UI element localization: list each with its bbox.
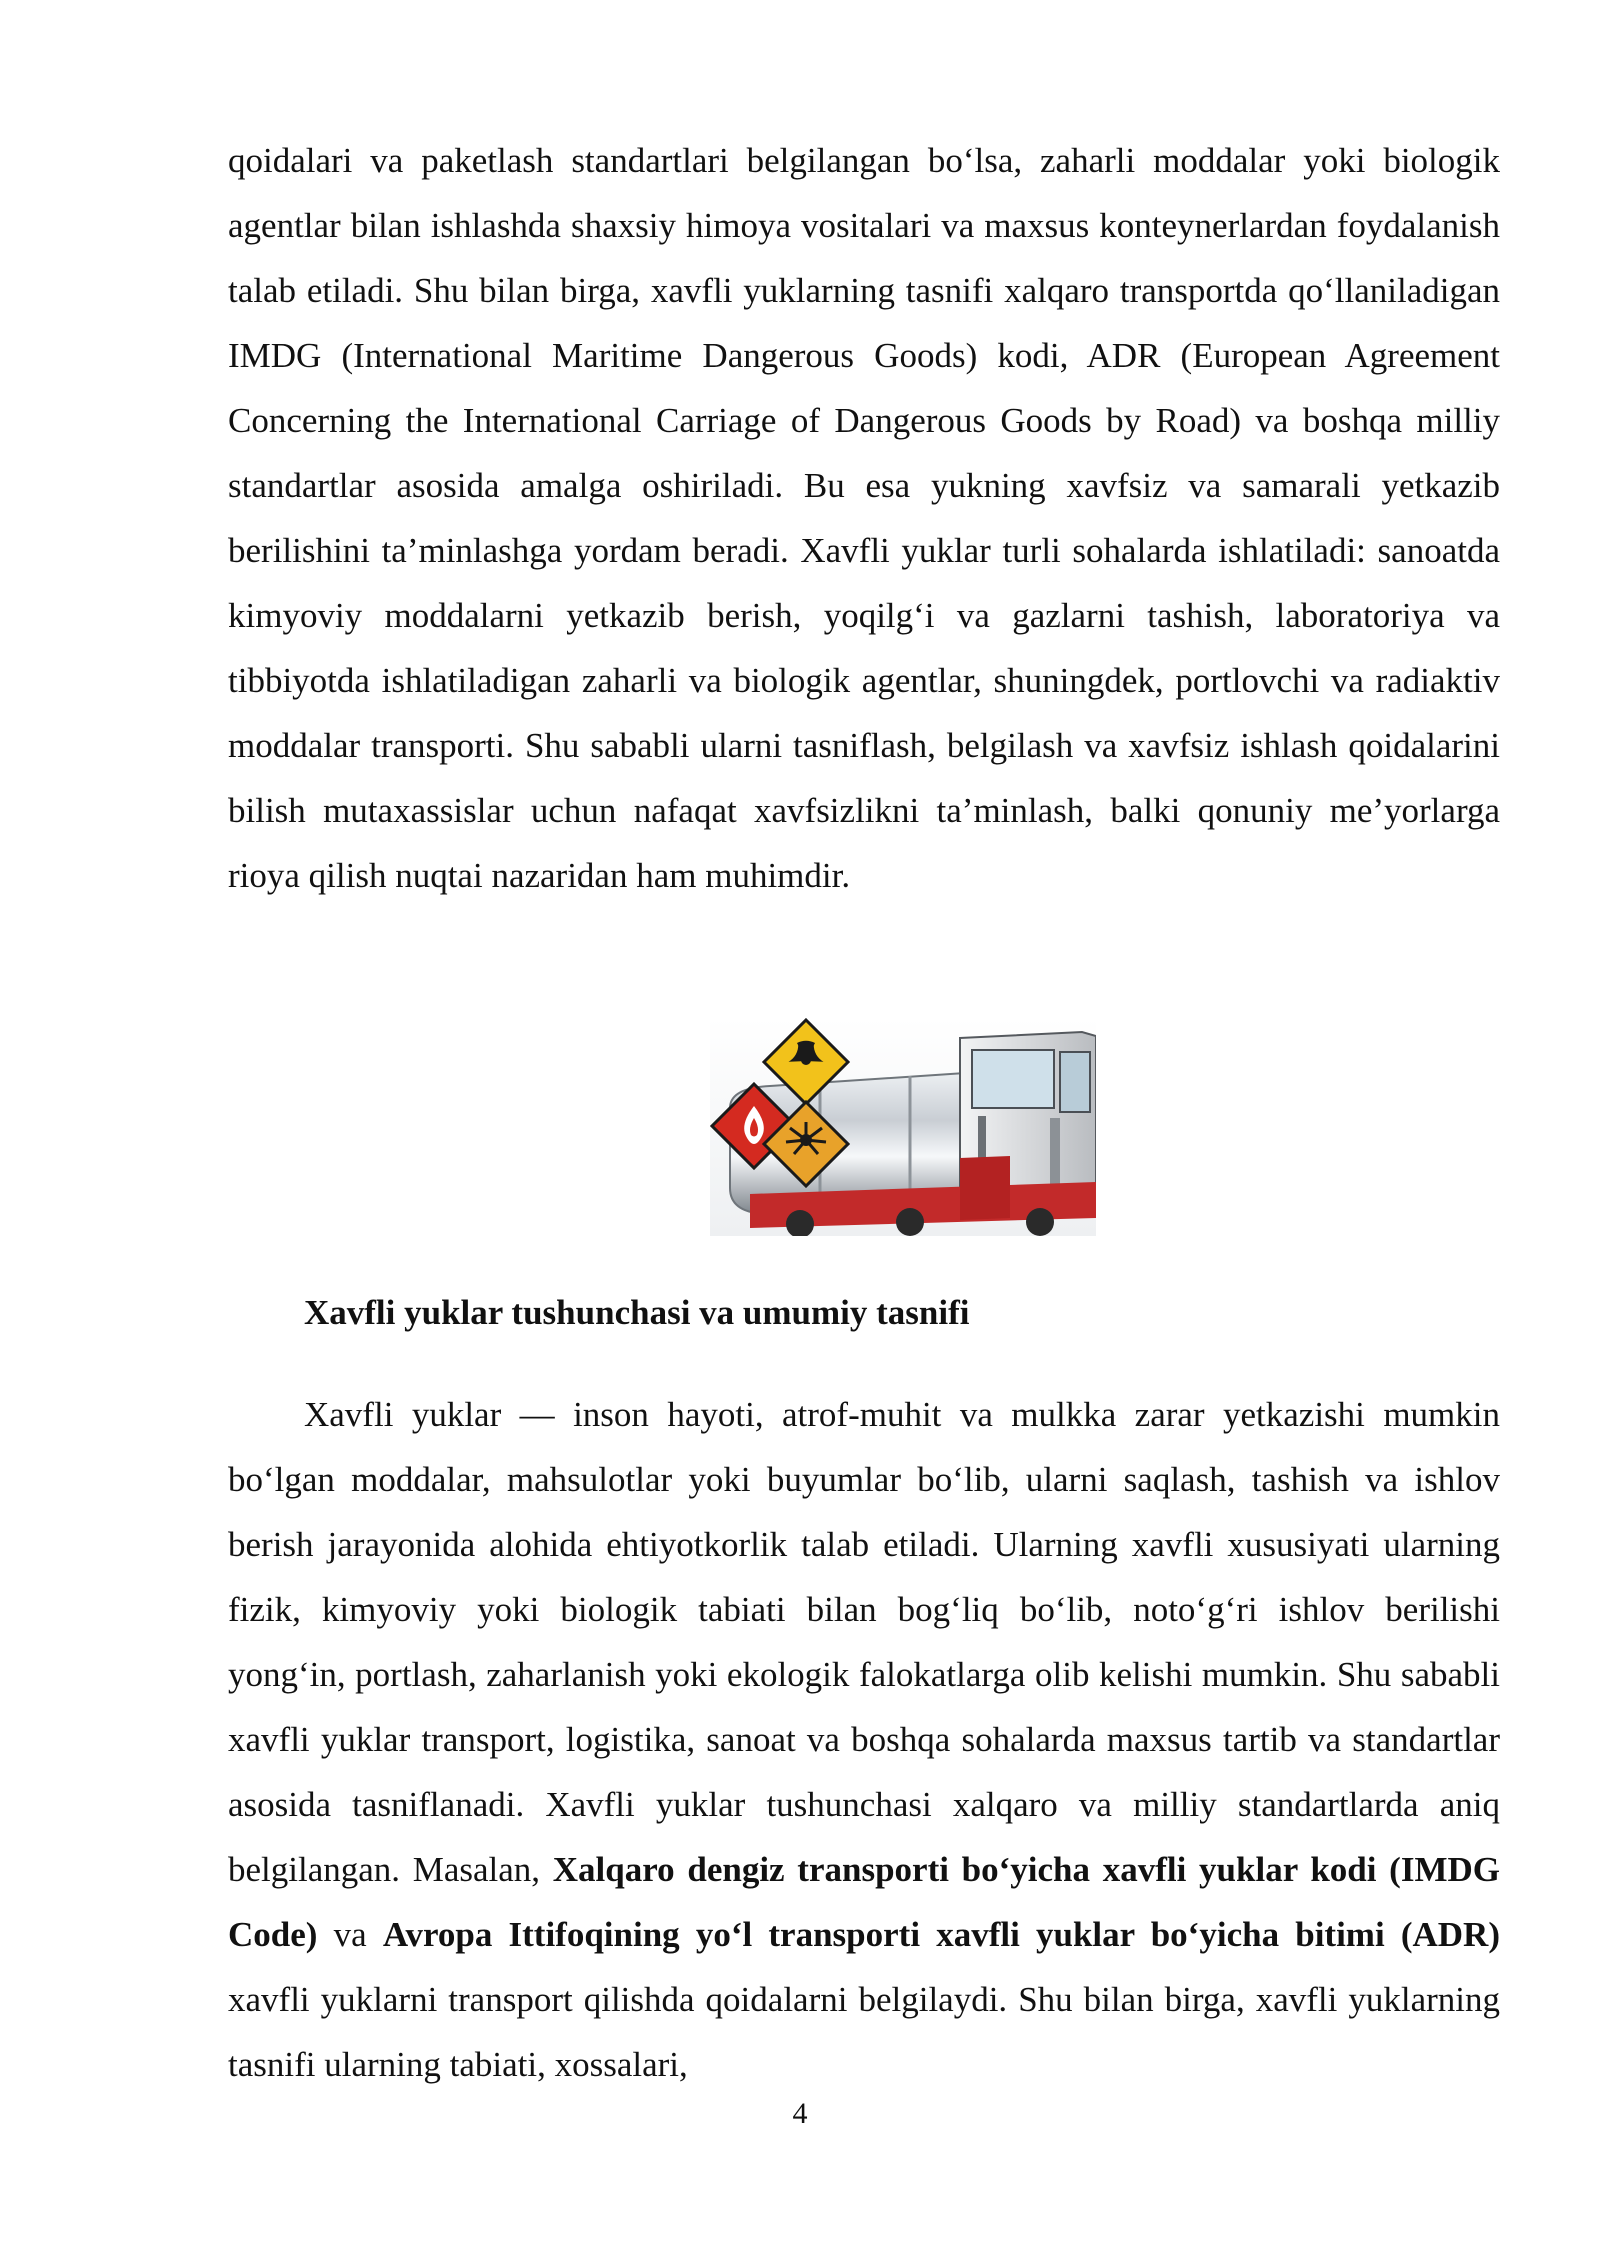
paragraph-text: xavfli yuklarni transport qilishda qoidalarni belgilaydi. Shu bilan birga, xavfli yuklarning tasnifi ularning tabiati, xossalari, xyxy=(228,1980,1500,2084)
hazmat-tanker-truck-image xyxy=(710,1018,1096,1236)
hazmat-tanker-truck-illustration xyxy=(710,1018,1096,1236)
paragraph-text: Xavfli yuklar — inson hayoti, atrof-muhit va mulkka zarar yetkazishi mumkin bo‘lgan moddalar, mahsulotlar yoki buyumlar bo‘lib, ularni saqlash, tashish va ishlov berish jarayonida alohida ehtiyotkorlik talab etiladi. Ularning xavfli xususiyati ularning fizik, kimyoviy yoki biologik tabiati bilan bog‘liq bo‘lib, noto‘g‘ri ishlov berilishi yong‘in, portlash, zaharlanish yoki ekologik falokatlarga olib kelishi mumkin. Shu sababli xavfli yuklar transport, logistika, sanoat va boshqa sohalarda maxsus tartib va standartlar asosida tasniflanadi. Xavfli yuklar tushunchasi xalqaro va milliy standartlarda aniq belgilangan. Masalan, xyxy=(228,1395,1500,1889)
paragraph-text: va xyxy=(317,1915,383,1954)
body-paragraph: qoidalari va paketlash standartlari belgilangan bo‘lsa, zaharli moddalar yoki biologik agentlar bilan ishlashda shaxsiy himoya vositalari va maxsus konteynerlardan foydalanish talab etiladi. Shu bilan birga, xavfli yuklarning tasnifi xalqaro transportda qo‘llaniladigan IMDG (International Maritime Dangerous Goods) kodi, ADR (European Agreement Concerning the International Carriage of Dangerous Goods by Road) va boshqa milliy standartlar asosida amalga oshiriladi. Bu esa yukning xavfsiz va samarali yetkazib berilishini ta’minlashga yordam beradi. Xavfli yuklar turli sohalarda ishlatiladi: sanoatda kimyoviy moddalarni yetkazib berish, yoqilg‘i va gazlarni tashish, laboratoriya va tibbiyotda ishlatiladigan zaharli va biologik agentlar, shuningdek, portlovchi va radiaktiv moddalar transporti. Shu sababli ularni tasniflash, belgilash va xavfsiz ishlash qoidalarini bilish mutaxassislar uchun nafaqat xavfsizlikni ta’minlash, balki qonuniy me’yorlarga rioya qilish nuqtai nazaridan ham muhimdir. xyxy=(228,141,1500,895)
bold-term-adr: Avropa Ittifoqining yo‘l transporti xavfli yuklar bo‘yicha bitimi (ADR) xyxy=(382,1915,1500,1954)
section-heading: Xavfli yuklar tushunchasi va umumiy tasnifi xyxy=(304,1293,970,1332)
page-number: 4 xyxy=(792,2097,808,2130)
bold-term-imdg: Xalqaro dengiz transporti bo‘yicha xavfli yuklar kodi (IMDG Code) xyxy=(228,1850,1500,1954)
body-paragraph xyxy=(228,1382,1500,2097)
